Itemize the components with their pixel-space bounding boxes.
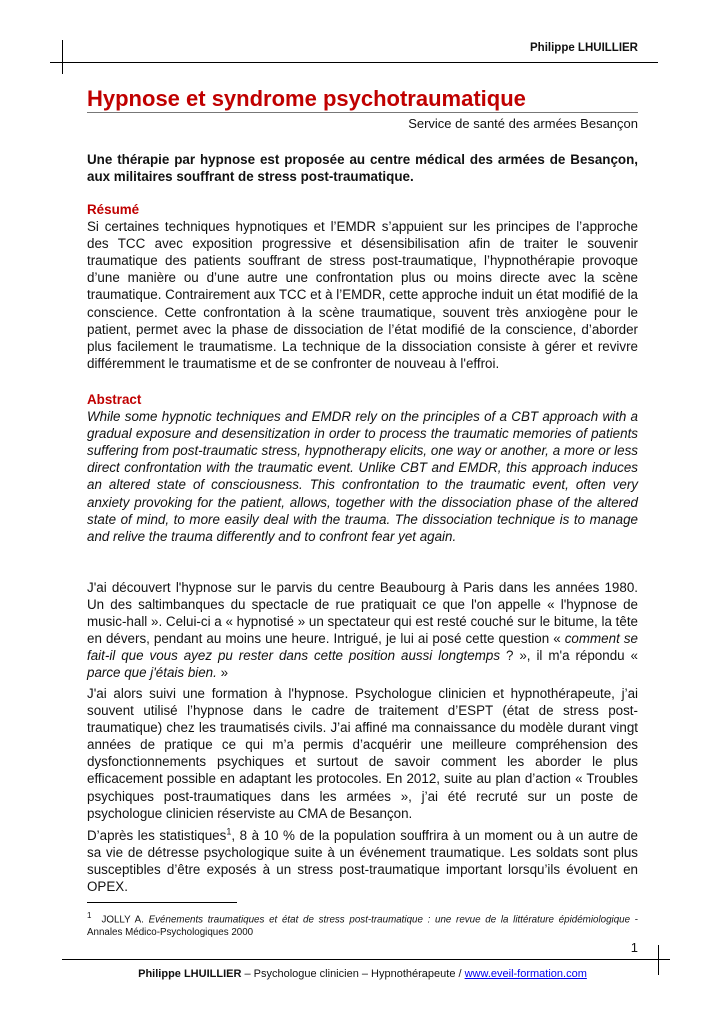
footer-rule [62, 959, 658, 960]
p3-text-b: , 8 à 10 % de la population souffrira à un moment ou à un autre de sa vie de détresse psychologique suite à un événement traumatique. Les soldats sont plus susceptibles d’être exposés à un stress post-traumatique important lorsqu’ils évoluent en OPEX. [87, 828, 638, 895]
body-paragraph-1 [87, 579, 638, 682]
resume-text: Si certaines techniques hypnotiques et l’EMDR s’appuient sur les principes de l’approche des TCC avec exposition progressive et désensibilisation afin de traiter le souvenir traumatique des patients souffrant de stress post-traumatique, l’hypnothérapie provoque d’une manière ou d’une autre une confrontation plus ou moins directe avec la scène traumatique. Contrairement aux TCC et à l’EMDR, cette approche induit un état modifié de la conscience. Cette confrontation à la scène traumatique, souvent très anxiogène pour le patient, permet avec la phase de dissociation de l’état modifié de la conscience, d’aborder plus facilement le traumatisme. La technique de la dissociation consiste à gérer et revivre différemment le traumatisme et de se confronter de nouveau à l'effroi. [87, 219, 638, 371]
page-title: Hypnose et syndrome psychotraumatique [87, 86, 526, 111]
body-paragraph-3 [87, 827, 638, 895]
p1-text-a: J'ai découvert l'hypnose sur le parvis du centre Beaubourg à Paris dans les années 1980. Un des saltimbanques du spectacle de rue pratiquait ce que l'on appelle « l'hypnose de music-hall ». Celui-ci a « hypnotisé » un spectateur qui est resté couché sur le bitume, la tête en dévers, pendant au moins une heure. Intrigué, je lui ai posé cette question « [87, 580, 638, 647]
footnote-number: 1 [87, 911, 92, 920]
p3-text-a: D’après les statistiques [87, 828, 227, 843]
footnote-separator [87, 902, 237, 903]
page-subtitle: Service de santé des armées Besançon [408, 116, 638, 131]
footnote-reference[interactable]: 1 [226, 826, 232, 837]
resume-section [87, 201, 638, 372]
footer-name: Philippe LHUILLIER [138, 968, 242, 980]
footnote-author: JOLLY A. [101, 914, 144, 926]
resume-heading: Résumé [87, 202, 140, 217]
p1-quote-2: parce que j'étais bien. [87, 665, 217, 681]
footnote-source: - Annales Médico-Psychologiques 2000 [87, 914, 639, 938]
footer-role: – Psychologue clinicien – Hypnothérapeute / [241, 968, 465, 980]
p1-text-b: ? », il m'a répondu « [500, 648, 638, 664]
abstract-text: While some hypnotic techniques and EMDR rely on the principles of a CBT approach with a gradual exposure and desensitization in order to process the traumatic memories of patients suffering from post-traumatic stress, hypnotherapy elicits, one way or another, a more or less direct confrontation with the traumatic event. Unlike CBT and EMDR, this approach induces an altered state of consciousness. This confrontation to the traumatic event, often very anxiety provoking for the patient, allows, together with the dissociation phase of the altered state of mind, to more easily deal with the trauma. The dissociation technique is to manage and relive the trauma differently and to confront fear yet again. [87, 409, 638, 544]
title-underline [87, 112, 638, 113]
header-author: Philippe LHUILLIER [530, 42, 638, 54]
p1-quote-1: comment se fait-il que vous ayez pu rester dans cette position aussi longtemps [87, 631, 638, 664]
p1-text-c: » [216, 665, 229, 681]
abstract-section [87, 391, 638, 545]
abstract-heading: Abstract [87, 392, 142, 407]
crop-mark-top-left-vertical [62, 40, 63, 74]
page-number: 1 [630, 940, 638, 955]
header-rule [62, 62, 658, 63]
footnote-title: Evénements traumatiques et état de stress post-traumatique : une revue de la littérature épidémiologique [148, 914, 631, 926]
footnote [87, 910, 638, 939]
body-paragraph-2: J'ai alors suivi une formation à l'hypnose. Psychologue clinicien et hypnothérapeute, j’ai souvent utilisé l’hypnose dans le cadre de traitement d’ESPT (état de stress post-traumatique) chez les traumatisés civils. J’ai affiné ma connaissance du modèle durant vingt années de pratique ce qui m’a permis d’acquérir une meilleure compréhension des dysfonctionnements psychiques et surtout de savoir comment les aborder le plus efficacement possible en adaptant les protocoles. En 2012, suite au plan d’action « Troubles psychiques post-traumatiques dans les armées », j’ai été recruté sur un poste de psychologue clinicien réserviste au CMA de Besançon. [87, 686, 638, 821]
footer-website-link[interactable]: www.eveil-formation.com [464, 968, 587, 980]
footer [0, 968, 725, 980]
intro-paragraph: Une thérapie par hypnose est proposée au centre médical des armées de Besançon, aux militaires souffrant de stress post-traumatique. [87, 152, 638, 185]
